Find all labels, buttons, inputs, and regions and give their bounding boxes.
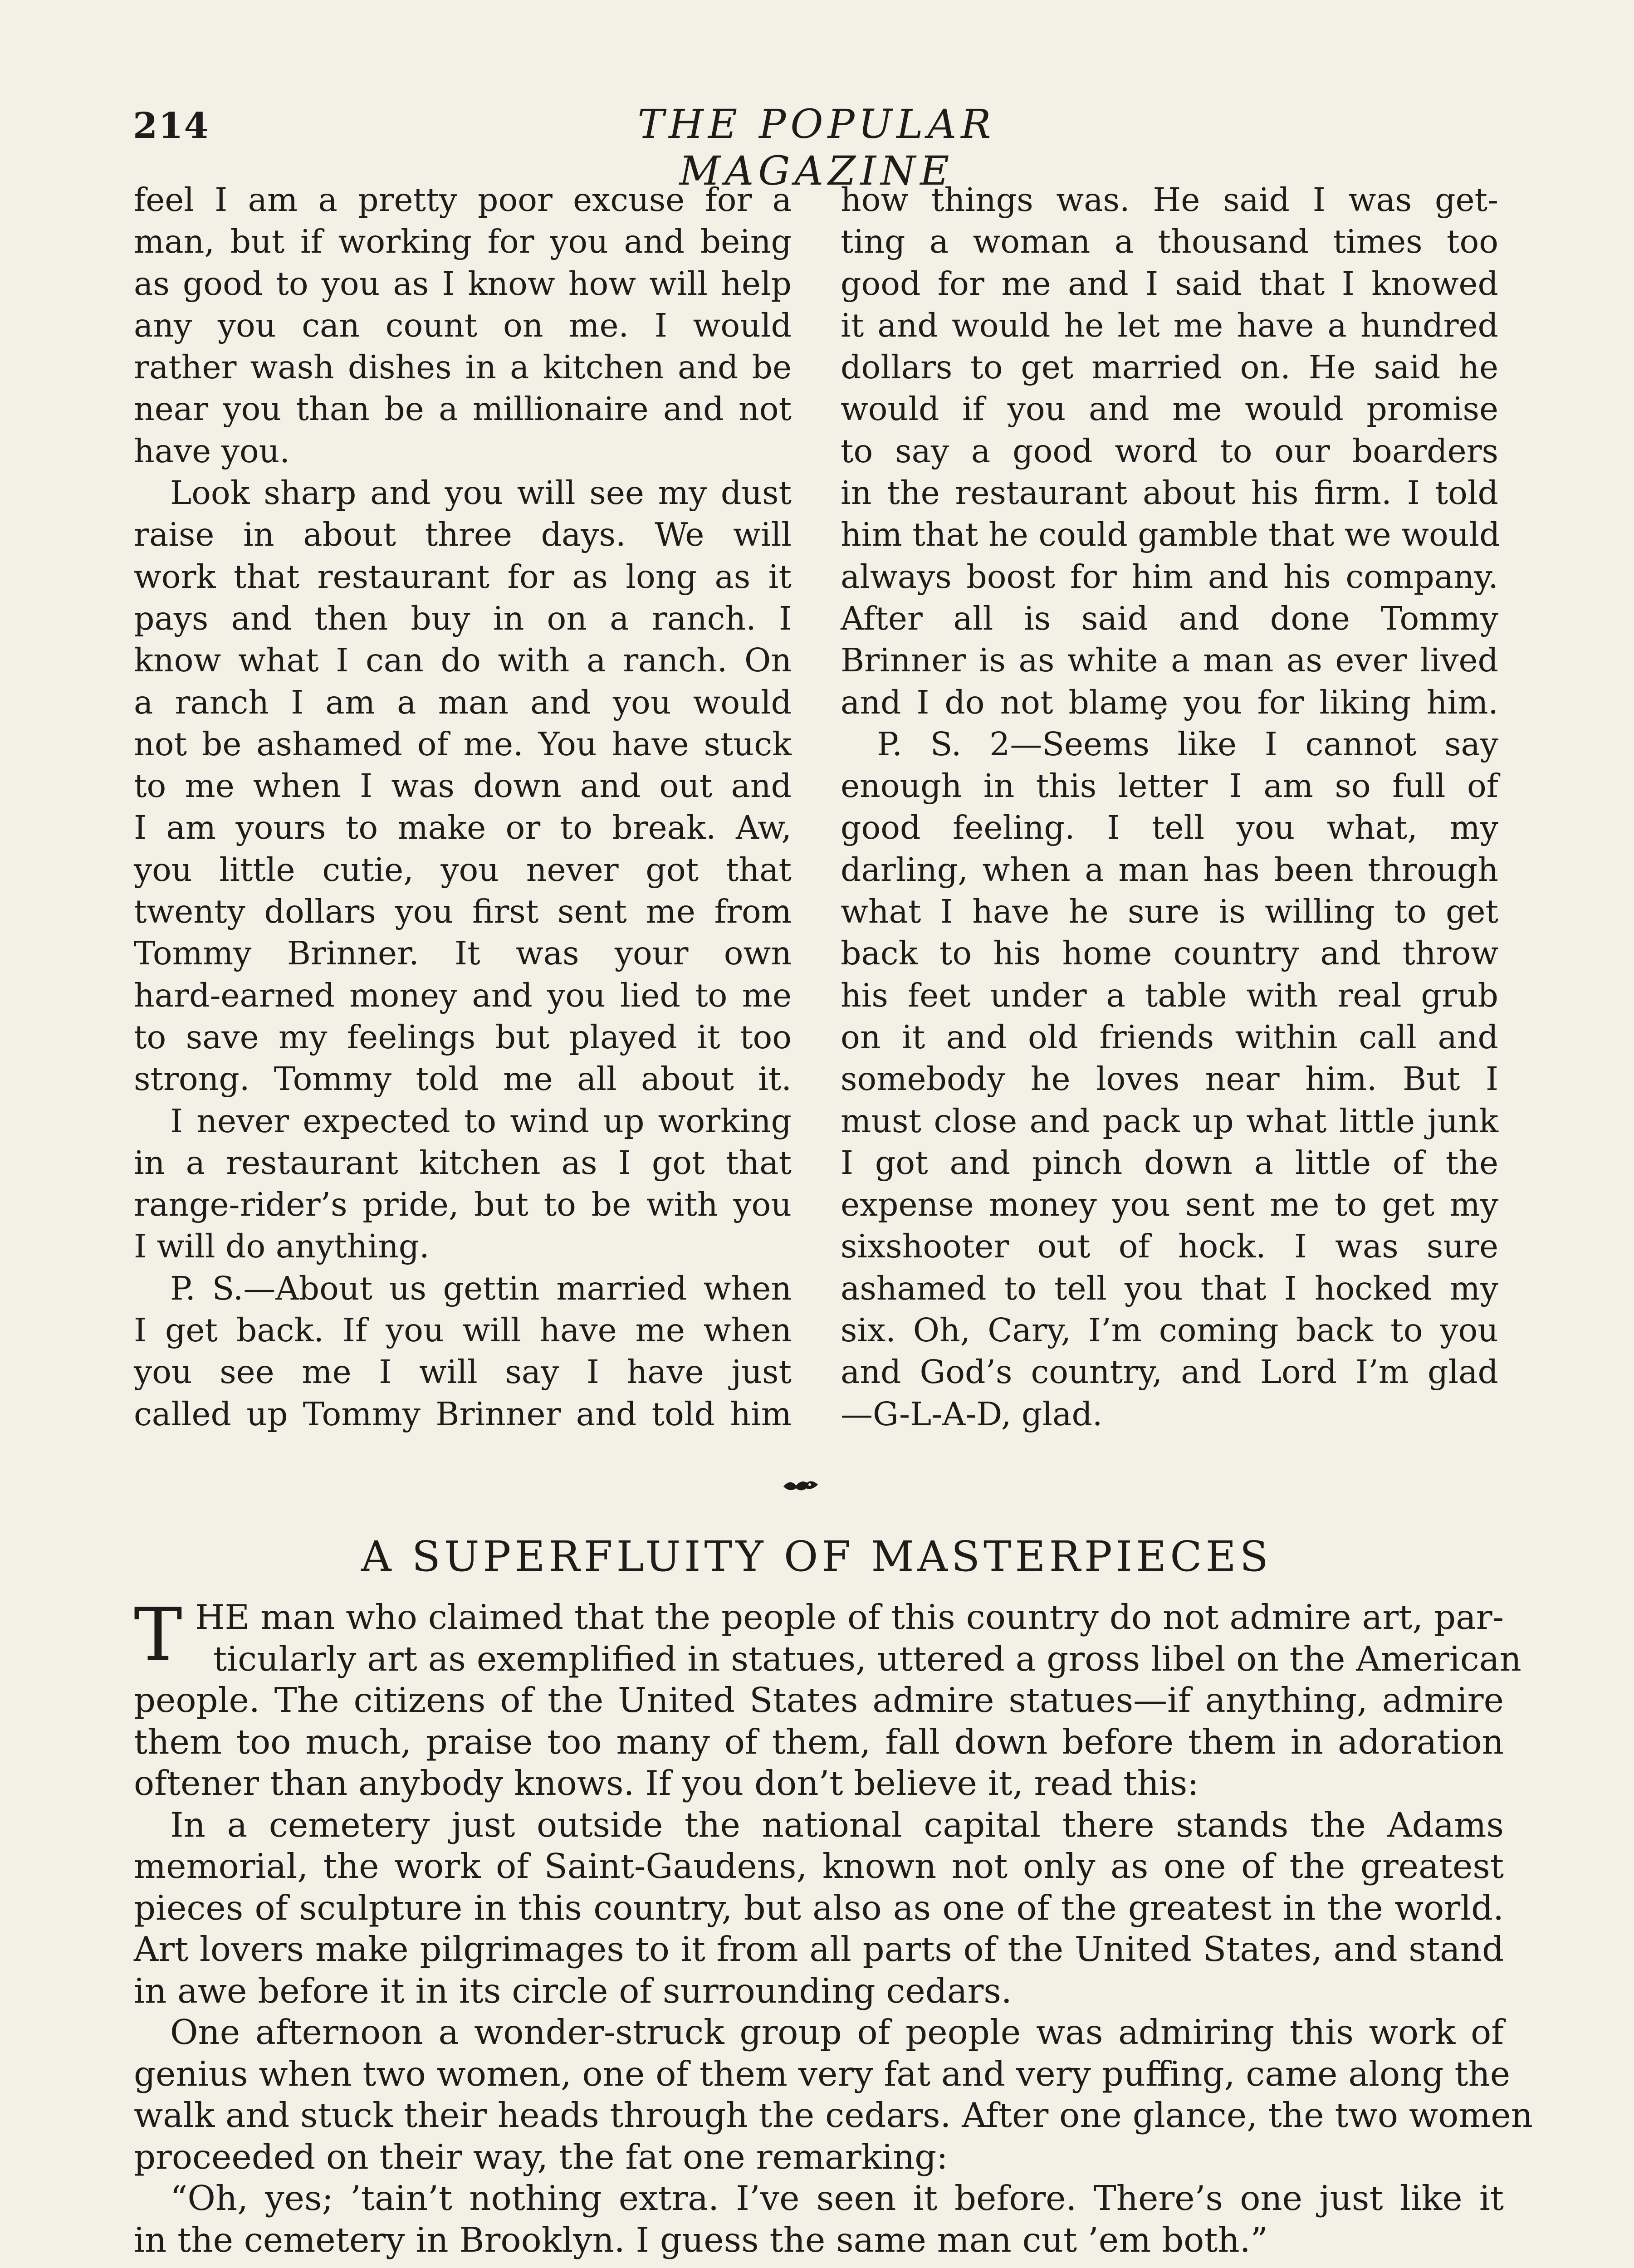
text-line: him that he could gamble that we would — [841, 516, 1500, 554]
text-line: any you can count on me. I would — [134, 306, 792, 344]
text-line: them too much, praise too many of them, fall down before them in adoration — [134, 1721, 1504, 1762]
text-line: good for me and I said that I knowed — [841, 264, 1498, 303]
text-line: back to his home country and throw — [841, 934, 1498, 973]
text-line: on it and old friends within call and — [841, 1018, 1498, 1056]
text-line: would if you and me would promise — [841, 390, 1498, 428]
text-line: to save my feelings but played it too — [134, 1018, 792, 1056]
text-line: HE man who claimed that the people of this country do not admire art, par- — [195, 1597, 1504, 1637]
text-line: sixshooter out of hock. I was sure — [841, 1227, 1498, 1266]
text-line: genius when two women, one of them very fat and very puffing, came along the — [134, 2053, 1511, 2094]
text-line: I never expected to wind up working — [170, 1102, 792, 1140]
text-line: hard-earned money and you lied to me — [134, 976, 792, 1014]
text-line: ashamed to tell you that I hocked my — [841, 1269, 1498, 1307]
article-body — [134, 1592, 1533, 2261]
text-line: rather wash dishes in a kitchen and be — [134, 348, 792, 386]
text-line: near you than be a millionaire and not — [134, 390, 792, 428]
right-column — [841, 179, 1498, 1435]
text-line: proceeded on their way, the fat one remarking: — [134, 2136, 948, 2177]
text-line: in a restaurant kitchen as I got that — [134, 1144, 792, 1182]
text-line: it and would he let me have a hundred — [841, 306, 1498, 344]
text-line: P. S.—About us gettin married when — [170, 1269, 792, 1307]
text-line: In a cemetery just outside the national capital there stands the Adams — [170, 1804, 1504, 1845]
text-line: work that restaurant for as long as it — [134, 557, 792, 596]
text-line: how things was. He said I was get- — [841, 181, 1498, 219]
text-line: and God’s country, and Lord I’m glad — [841, 1353, 1498, 1391]
text-line: people. The citizens of the United States admire statues—if anything, admire — [134, 1680, 1504, 1720]
text-line: twenty dollars you first sent me from — [134, 893, 792, 931]
text-line: “Oh, yes; ’tain’t nothing extra. I’ve seen it before. There’s one just like it — [170, 2178, 1504, 2218]
text-line: as good to you as I know how will help — [134, 264, 792, 303]
text-line: I will do anything. — [134, 1227, 430, 1266]
text-line: and I do not blamȩ you for liking him. — [841, 683, 1498, 721]
drop-cap: T — [134, 1592, 182, 1677]
text-line: strong. Tommy told me all about it. — [134, 1060, 792, 1098]
text-line: expense money you sent me to get my — [841, 1186, 1498, 1224]
text-line: in the cemetery in Brooklyn. I guess the same man cut ’em both.” — [134, 2219, 1268, 2260]
text-line: six. Oh, Cary, I’m coming back to you — [841, 1311, 1498, 1349]
text-line: good feeling. I tell you what, my — [841, 809, 1498, 847]
text-line: to say a good word to our boarders — [841, 432, 1498, 470]
text-line: ticularly art as exemplified in statues, uttered a gross libel on the American — [213, 1638, 1521, 1679]
text-line: —G-L-A-D, glad. — [841, 1395, 1103, 1433]
text-line: ting a woman a thousand times too — [841, 223, 1498, 261]
text-line: oftener than anybody knows. If you don’t believe it, read this: — [134, 1763, 1199, 1803]
text-line: range-rider’s pride, but to be with you — [134, 1186, 792, 1224]
text-line: I get back. If you will have me when — [134, 1311, 792, 1349]
text-line: in the restaurant about his firm. I told — [841, 474, 1498, 512]
text-line: called up Tommy Brinner and told him — [134, 1395, 792, 1433]
text-line: Look sharp and you will see my dust — [170, 474, 792, 512]
text-line: feel I am a pretty poor excuse for a — [134, 181, 792, 219]
text-line: One afternoon a wonder-struck group of people was admiring this work of — [170, 2012, 1504, 2052]
text-line: P. S. 2—Seems like I cannot say — [877, 725, 1498, 763]
text-line: a ranch I am a man and you would — [134, 683, 792, 721]
text-line: Brinner is as white a man as ever lived — [841, 641, 1498, 679]
text-line: know what I can do with a ranch. On — [134, 641, 792, 679]
running-head: THE POPULAR MAGAZINE — [637, 101, 996, 194]
text-line: pieces of sculpture in this country, but also as one of the greatest in the world. — [134, 1887, 1504, 1928]
text-line: you see me I will say I have just — [134, 1353, 792, 1391]
text-line: his feet under a table with real grub — [841, 976, 1498, 1014]
text-line: After all is said and done Tommy — [841, 599, 1498, 637]
text-line: you little cutie, you never got that — [134, 850, 792, 889]
article-title: A SUPERFLUITY OF MASTERPIECES — [361, 1532, 1272, 1581]
left-column — [134, 179, 792, 1435]
text-line: to me when I was down and out and — [134, 767, 792, 805]
text-line: enough in this letter I am so full of — [841, 767, 1498, 805]
section-ornament-icon — [783, 1476, 819, 1495]
text-line: Art lovers make pilgrimages to it from all parts of the United States, and stand — [134, 1929, 1504, 1969]
text-line: have you. — [134, 432, 290, 470]
text-line: walk and stuck their heads through the cedars. After one glance, the two women — [134, 2095, 1533, 2135]
text-line: what I have he sure is willing to get — [841, 893, 1498, 931]
text-line: darling, when a man has been through — [841, 850, 1498, 889]
text-line: man, but if working for you and being — [134, 223, 792, 261]
text-line: always boost for him and his company. — [841, 557, 1498, 596]
text-line: raise in about three days. We will — [134, 516, 792, 554]
text-line: pays and then buy in on a ranch. I — [134, 599, 792, 637]
text-line: memorial, the work of Saint-Gaudens, known not only as one of the greatest — [134, 1846, 1504, 1886]
text-line: dollars to get married on. He said he — [841, 348, 1498, 386]
text-line: somebody he loves near him. But I — [841, 1060, 1498, 1098]
text-line: I got and pinch down a little of the — [841, 1144, 1498, 1182]
text-line: must close and pack up what little junk — [841, 1102, 1498, 1140]
text-line: not be ashamed of me. You have stuck — [134, 725, 792, 763]
text-line: I am yours to make or to break. Aw, — [134, 809, 792, 847]
text-line: Tommy Brinner. It was your own — [134, 934, 792, 973]
text-line: in awe before it in its circle of surrounding cedars. — [134, 1970, 1012, 2011]
page-number: 214 — [133, 105, 210, 147]
